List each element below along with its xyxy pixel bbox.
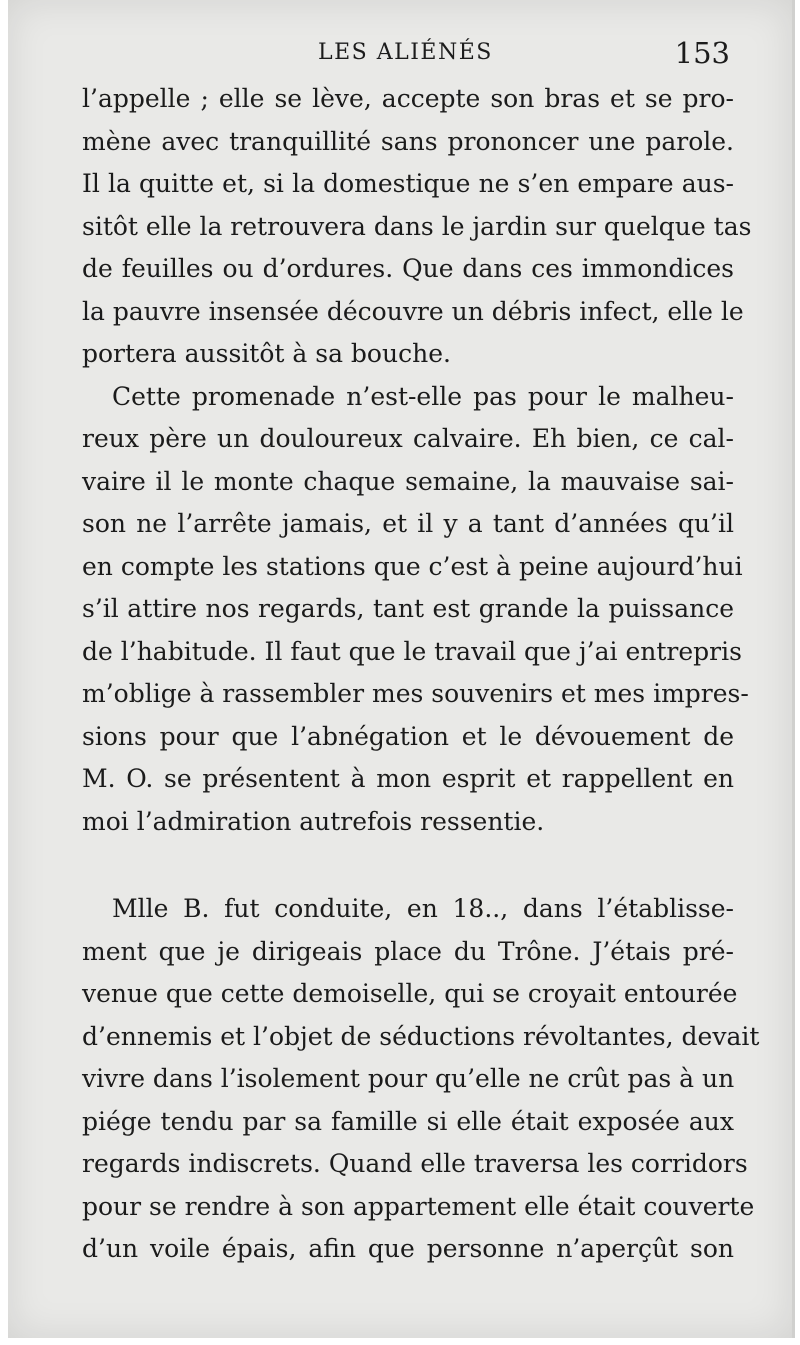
text-line: en compte les stations que c’est à peine aujourd’hui [82, 551, 743, 581]
section-gap [82, 843, 734, 888]
book-page [8, 0, 795, 1338]
text-line: d’un voile épais, afin que personne n’aperçût son [82, 1234, 734, 1263]
text-line: d’ennemis et l’objet de séductions révoltantes, devait [82, 1021, 760, 1051]
text-line: sitôt elle la retrouvera dans le jardin sur quelque tas [82, 211, 752, 241]
text-line: m’oblige à rassembler mes souvenirs et mes impres- [82, 679, 749, 708]
paragraph [82, 376, 749, 844]
text-line: venue que cette demoiselle, qui se croyait entourée [82, 979, 738, 1008]
text-line: ment que je dirigeais place du Trône. J’étais pré- [82, 936, 734, 966]
text-line: moi l’admiration autrefois ressentie. [82, 806, 545, 836]
text-line: l’appelle ; elle se lève, accepte son bras et se pro- [82, 84, 734, 113]
text-line: son ne l’arrête jamais, et il y a tant d’années qu’il [82, 509, 734, 538]
text-line: de feuilles ou d’ordures. Que dans ces immondices [82, 254, 734, 283]
text-line: regards indiscrets. Quand elle traversa les corridors [82, 1149, 748, 1178]
text-line: vaire il le monte chaque semaine, la mauvaise sai- [82, 466, 734, 496]
text-line: Mlle B. fut conduite, en 18.., dans l’établisse- [112, 894, 734, 923]
text-line: piége tendu par sa famille si elle était exposée aux [82, 1106, 734, 1136]
text-line: s’il attire nos regards, tant est grande la puissance [82, 594, 734, 623]
paragraph [82, 888, 760, 1271]
text-line: sions pour que l’abnégation et le dévouement de [82, 721, 734, 751]
text-line: reux père un douloureux calvaire. Eh bien, ce cal- [82, 424, 734, 453]
running-title: LES ALIÉNÉS [318, 40, 493, 65]
text-line: vivre dans l’isolement pour qu’elle ne crût pas à un [82, 1064, 735, 1093]
text-line: Cette promenade n’est-elle pas pour le malheu- [112, 381, 734, 411]
text-line: portera aussitôt à sa bouche. [82, 339, 451, 368]
text-line: de l’habitude. Il faut que le travail que j’ai entrepris [82, 636, 742, 666]
page-header [8, 36, 792, 76]
text-line: mène avec tranquillité sans prononcer une parole. [82, 126, 734, 156]
body-text [82, 78, 760, 1271]
text-line: M. O. se présentent à mon esprit et rappellent en [82, 764, 734, 793]
page-number: 153 [674, 36, 730, 70]
text-line: pour se rendre à son appartement elle était couverte [82, 1191, 755, 1221]
paragraph [82, 78, 752, 376]
text-line: la pauvre insensée découvre un débris infect, elle le [82, 296, 744, 326]
text-line: Il la quitte et, si la domestique ne s’en empare aus- [82, 169, 734, 198]
